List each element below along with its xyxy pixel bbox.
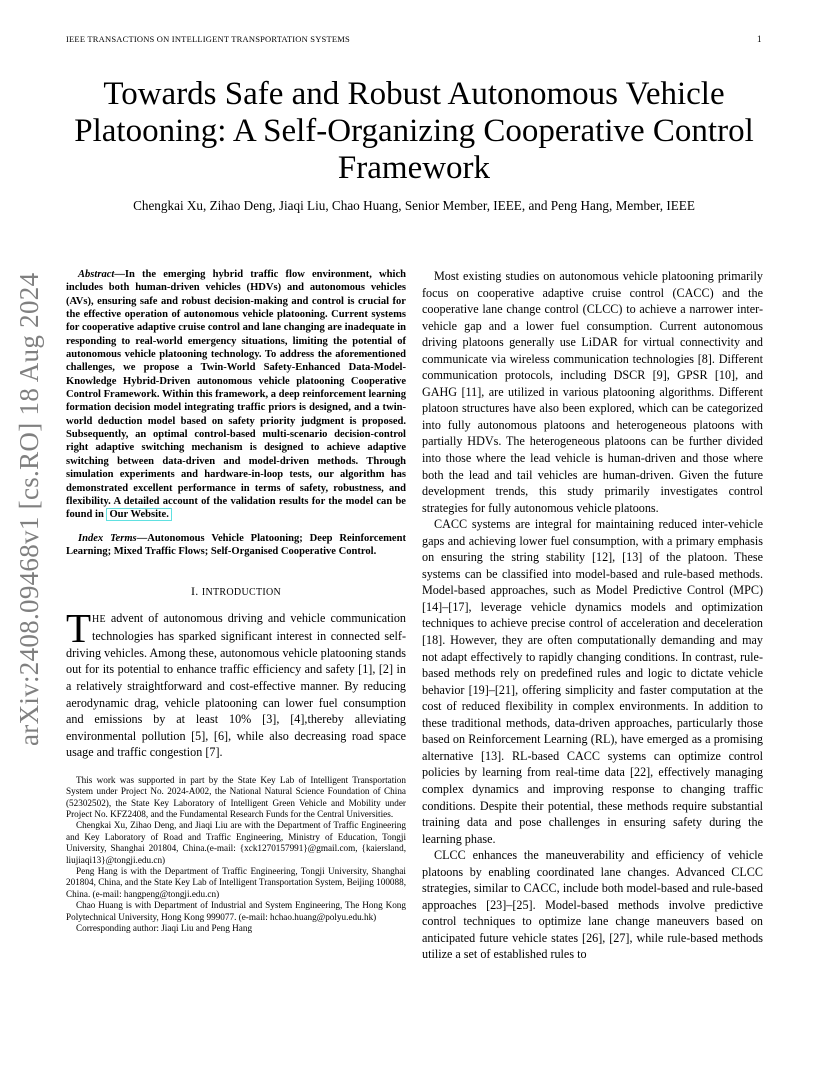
body-paragraph: CLCC enhances the maneuverability and efficiency of vehicle platoons by enabling coordinated lane changes. Advanced CLCC strategies, similar to CACC, include both model-based and rule-based approaches [23]–[25]. Model-based methods involve predictive control techniques to optimize lane change maneuvers based on anticipated future vehicle states [26], [27], while rule-based methods utilize a set of established rules to — [422, 848, 763, 962]
author-list: Chengkai Xu, Zihao Deng, Jiaqi Liu, Chao Huang, Senior Member, IEEE, and Peng Hang, Member, IEEE — [133, 198, 695, 213]
body-paragraph: Most existing studies on autonomous vehicle platooning primarily focus on cooperative adaptive cruise control (CACC) and the cooperative lane change control (CLCC) to achieve a narrower inter-vehicle gap and a lower fuel consumption. Current autonomous driving platoons generally use LiDAR for virtual connectivity and communicate via wireless communication technologies [8]. Different communication protocols, including DSCR [9], GPSR [10], and GAHG [11], are utilized in various platooning algorithms. Different platoon structures have also been explored, which can be categorized into fully autonomous platoons and heterogeneous platoons with partially HDVs. The heterogeneous platoons can be further divided into those where the lead vehicle is human-driven and those where both the lead and tail vehicles are human-driven. Given the future development trends, this study primarily investigates control strategies for fully autonomous vehicle platoons. — [422, 269, 763, 515]
page-number: 1 — [757, 34, 762, 44]
left-column — [66, 268, 406, 934]
index-terms-text: Autonomous Vehicle Platooning; Deep Reinforcement Learning; Mixed Traffic Flows; Self-Organised Cooperative Control. — [66, 532, 406, 557]
website-link[interactable]: Our Website. — [106, 508, 171, 521]
section-number: I. — [190, 584, 199, 599]
section-title: INTRODUCTION — [201, 587, 282, 599]
footnotes — [66, 775, 406, 935]
footnote-corresponding: Corresponding author: Jiaqi Liu and Peng Hang — [76, 922, 253, 933]
intro-paragraph — [66, 604, 406, 761]
abstract-text: In the emerging hybrid traffic flow environment, which includes both human-driven vehicles (HDVs) and autonomous vehicles (AVs), ensuring safe and robust decision-making and control is crucial for the effective operation of autonomous vehicle platooning. Current systems for cooperative adaptive cruise control and lane changing are inadequate in responding to real-world emergency situations, limiting the potential of autonomous vehicle platooning technology. To address the aforementioned challenges, we propose a Twin-World Safety-Enhanced Data-Model-Knowledge Hybrid-Driven autonomous vehicle platooning Cooperative Control Framework. Within this framework, a deep reinforcement learning formation decision model integrating traffic priors is designed, and a twin-world deduction model based on safety priority judgment is proposed. Subsequently, an optimal control-based multi-scenario decision-control right adaptive switching mechanism is designed to achieve adaptive switching between data-driven and model-driven methods. Through simulation experiments and hardware-in-loop tests, our algorithm has demonstrated excellent performance in terms of safety, robustness, and flexibility. A detailed account of the validation results for the model can be found in — [66, 269, 407, 521]
footnote-affiliation-3: Chao Huang is with Department of Industrial and System Engineering, The Hong Kong Polytechnical University, Hong Kong 999077. (e-mail: hchao.huang@polyu.edu.hk) — [66, 900, 406, 922]
intro-caps: HE — [92, 613, 106, 625]
paper-title: Towards Safe and Robust Autonomous Vehicle Platooning: A Self-Organizing Cooperative Control Framework — [74, 76, 754, 186]
right-column — [422, 268, 763, 963]
arxiv-stamp: arXiv:2408.09468v1 [cs.RO] 18 Aug 2024 — [14, 272, 44, 746]
index-terms-label: Index Terms — [78, 532, 137, 544]
abstract: Abstract—In the emerging hybrid traffic flow environment, which includes both human-driven vehicles (HDVs) and autonomous vehicles (AVs), ensuring safe and robust decision-making and control is crucial for the effective operation of autonomous vehicle platooning. Current systems for cooperative adaptive cruise control and lane changing are inadequate in responding to real-world emergency situations, limiting the potential of autonomous vehicle platooning technology. To address the aforementioned challenges, we propose a Twin-World Safety-Enhanced Data-Model-Knowledge Hybrid-Driven autonomous vehicle platooning Cooperative Control Framework. Within this framework, a deep reinforcement learning formation decision model integrating traffic priors is designed, and a twin-world deduction model based on safety priority judgment is proposed. Subsequently, an optimal control-based multi-scenario decision-control right adaptive switching mechanism is designed to achieve adaptive switching between data-driven and model-driven methods. Through simulation experiments and hardware-in-loop tests, our algorithm has demonstrated excellent performance in terms of safety, robustness, and flexibility. A detailed account of the validation results for the model can be found in Our Website. — [66, 269, 407, 521]
drop-cap: T — [66, 604, 92, 651]
footnote-funding: This work was supported in part by the State Key Lab of Intelligent Transportation System under Project No. 2024-A002, the National Natural Science Foundation of China (52302502), the State Key Laboratory of Intelligent Green Vehicle and Mobility under Project No. KFZ2408, and the Fundamental Research Funds for the Central Universities. — [66, 774, 406, 819]
running-head: IEEE TRANSACTIONS ON INTELLIGENT TRANSPORTATION SYSTEMS — [66, 34, 350, 44]
index-terms: Index Terms—Autonomous Vehicle Platooning; Deep Reinforcement Learning; Mixed Traffic Flows; Self-Organised Cooperative Control. — [66, 532, 406, 557]
footnote-affiliation-1: Chengkai Xu, Zihao Deng, and Jiaqi Liu are with the Department of Traffic Engineering and Key Laboratory of Road and Traffic Engineering, Ministry of Education, Tongji University, Shanghai 201804, China.(e-mail: {xck1270157991}@gmail.com, {kaiersland, liujiaqi13}@tongji.edu.cn) — [66, 820, 406, 865]
intro-text: advent of autonomous driving and vehicle communication technologies has sparked significant interest in connected self-driving vehicles. Among these, autonomous vehicle platooning stands out for its potential to enhance traffic efficiency and safety [1], [2] in a relatively straightforward and cost-effective manner. By reducing aerodynamic drag, vehicle platooning can lower fuel consumption and emissions by at least 10% [3], [4],thereby alleviating environmental pollution [5], [6], while also decreasing road space usage and traffic congestion [7]. — [66, 610, 406, 760]
abstract-label: Abstract — [78, 269, 115, 280]
body-paragraph: CACC systems are integral for maintaining reduced inter-vehicle gaps and achieving lower fuel consumption, with a primary emphasis on ensuring the string stability [12], [13] of the platoon. These systems can be classified into model-based and rule-based methods. Model-based approaches, such as Model Predictive Control (MPC) [14]–[17], leverage vehicle dynamics models and optimization techniques to achieve precise control of acceleration and deceleration [18]. However, they are often computationally demanding and may not adapt effectively to rapidly changing conditions. In contrast, rule-based methods rely on predefined rules and logic to dictate vehicle behavior [19]–[21], offering simplicity and faster computation at the cost of reduced flexibility in complex environments. In addition to these traditional methods, data-driven approaches, particularly those based on Reinforcement Learning (RL), have emerged as a promising alternative [13]. RL-based CACC systems can optimize control policies by learning from real-time data [22], effectively managing complex dynamics and improving response to changing traffic conditions. Despite their potential, these methods require substantial training data and pose challenges in ensuring safety during the learning phase. — [422, 517, 763, 846]
section-heading — [66, 583, 406, 602]
footnote-affiliation-2: Peng Hang is with the Department of Traffic Engineering, Tongji University, Shanghai 201804, China, and the State Key Lab of Intelligent Transportation System, Beijing 100088, China. (e-mail: hangpeng@tongji.edu.cn) — [66, 865, 406, 899]
